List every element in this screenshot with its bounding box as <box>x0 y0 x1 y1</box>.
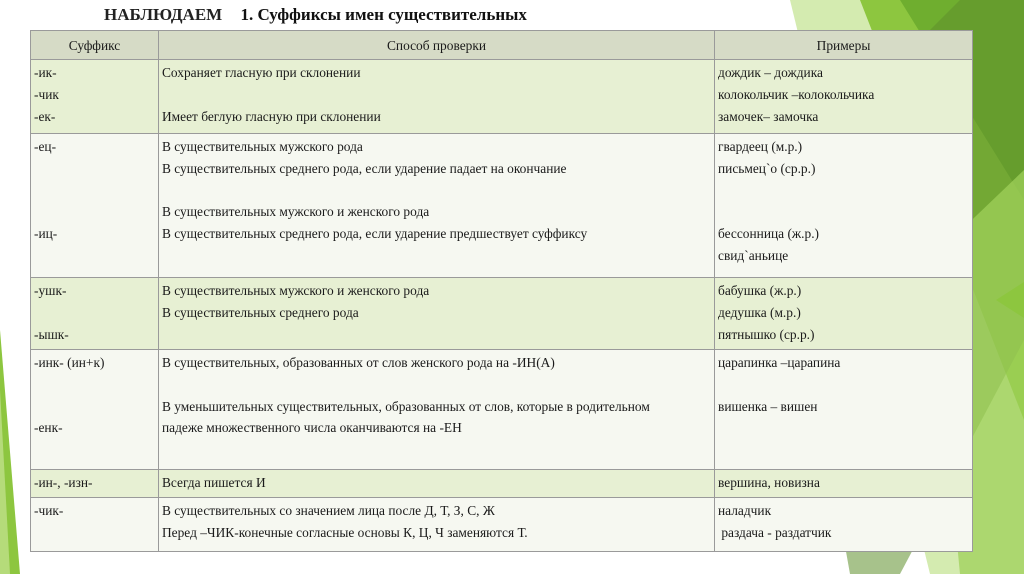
table-row <box>31 350 973 470</box>
header-suffix: Суффикс <box>31 31 159 60</box>
method-text: В существительных среднего рода <box>162 304 359 320</box>
method-text: Перед –ЧИК-конечные согласные основы К, Ц, Ч заменяются Т. <box>162 524 528 540</box>
method-text: Всегда пишется И <box>162 475 266 490</box>
method-cell <box>159 350 715 470</box>
table-row <box>31 134 973 278</box>
examples-cell <box>715 60 973 134</box>
examples-cell <box>715 498 973 552</box>
suffix-text: -чик <box>34 86 59 102</box>
suffix-cell <box>31 350 159 470</box>
table-row <box>31 470 973 498</box>
example-text: дедушка (м.р.) <box>718 304 801 320</box>
spacer <box>34 374 155 396</box>
examples-cell <box>715 350 973 470</box>
suffix-text: -енк- <box>34 420 63 436</box>
method-cell <box>159 60 715 134</box>
spacer <box>34 396 155 418</box>
spacer <box>162 180 711 202</box>
table-row <box>31 498 973 552</box>
suffix-table <box>30 30 973 552</box>
suffix-text: -ушк- <box>34 283 67 298</box>
method-text: В существительных со значением лица после Д, Т, З, С, Ж <box>162 503 495 518</box>
suffix-cell <box>31 60 159 134</box>
suffix-cell <box>31 134 159 278</box>
example-text: бессонница (ж.р.) <box>718 226 820 242</box>
spacer <box>718 180 969 202</box>
suffix-text: -ец- <box>34 139 57 154</box>
table-row <box>31 60 973 134</box>
example-text: пятнышко (ср.р.) <box>718 326 815 342</box>
suffix-text: -инк- (ин+к) <box>34 355 105 370</box>
table-header-row <box>31 31 973 60</box>
example-text: письмец`о (ср.р.) <box>718 160 816 176</box>
example-text: гвардеец (м.р.) <box>718 139 803 154</box>
suffix-text: -иц- <box>34 226 58 242</box>
suffix-cell <box>31 470 159 498</box>
example-text: наладчик <box>718 503 772 518</box>
suffix-cell <box>31 498 159 552</box>
header-method: Способ проверки <box>159 31 715 60</box>
method-text: В существительных мужского рода <box>162 139 363 154</box>
examples-cell <box>715 278 973 350</box>
method-cell <box>159 134 715 278</box>
suffix-cell <box>31 278 159 350</box>
method-text: В существительных среднего рода, если ударение предшествует суффиксу <box>162 226 588 242</box>
example-text: вершина, новизна <box>718 475 820 490</box>
method-text: В уменьшительных существительных, образованных от слов, которые в родительном падеже множественного числа оканчиваются на -ЕН <box>162 398 650 436</box>
example-text: раздача - раздатчик <box>718 524 832 540</box>
method-cell <box>159 470 715 498</box>
spacer <box>34 180 155 202</box>
suffix-text: -ин-, -изн- <box>34 475 93 490</box>
table-row <box>31 278 973 350</box>
spacer <box>162 374 711 396</box>
examples-cell <box>715 470 973 498</box>
title-heading: 1. Суффиксы имен существительных <box>240 5 527 24</box>
suffix-text: -чик- <box>34 503 64 518</box>
method-text: В существительных мужского и женского рода <box>162 283 430 298</box>
title-lead: НАБЛЮДАЕМ <box>104 5 223 24</box>
example-text: колокольчик –колокольчика <box>718 86 875 102</box>
method-text: В существительных, образованных от слов женского рода на -ИН(А) <box>162 355 555 370</box>
method-text: Сохраняет гласную при склонении <box>162 65 361 80</box>
method-cell <box>159 278 715 350</box>
example-text: вишенка – вишен <box>718 398 818 414</box>
example-text: бабушка (ж.р.) <box>718 283 802 298</box>
example-text: дождик – дождика <box>718 65 823 80</box>
spacer <box>34 302 155 324</box>
examples-cell <box>715 134 973 278</box>
spacer <box>34 201 155 223</box>
header-examples: Примеры <box>715 31 973 60</box>
example-text: замочек– замочка <box>718 108 819 124</box>
spacer <box>162 84 711 106</box>
suffix-text: -ек- <box>34 108 56 124</box>
slide-title <box>104 5 527 25</box>
method-cell <box>159 498 715 552</box>
method-text: В существительных среднего рода, если ударение падает на окончание <box>162 160 567 176</box>
example-text: свид`аньице <box>718 247 789 263</box>
spacer <box>718 374 969 396</box>
spacer <box>34 158 155 180</box>
method-text: Имеет беглую гласную при склонении <box>162 108 381 124</box>
method-text: В существительных мужского и женского рода <box>162 204 430 220</box>
suffix-text: -ик- <box>34 65 57 80</box>
example-text: царапинка –царапина <box>718 355 841 370</box>
spacer <box>718 201 969 223</box>
suffix-text: -ышк- <box>34 326 69 342</box>
